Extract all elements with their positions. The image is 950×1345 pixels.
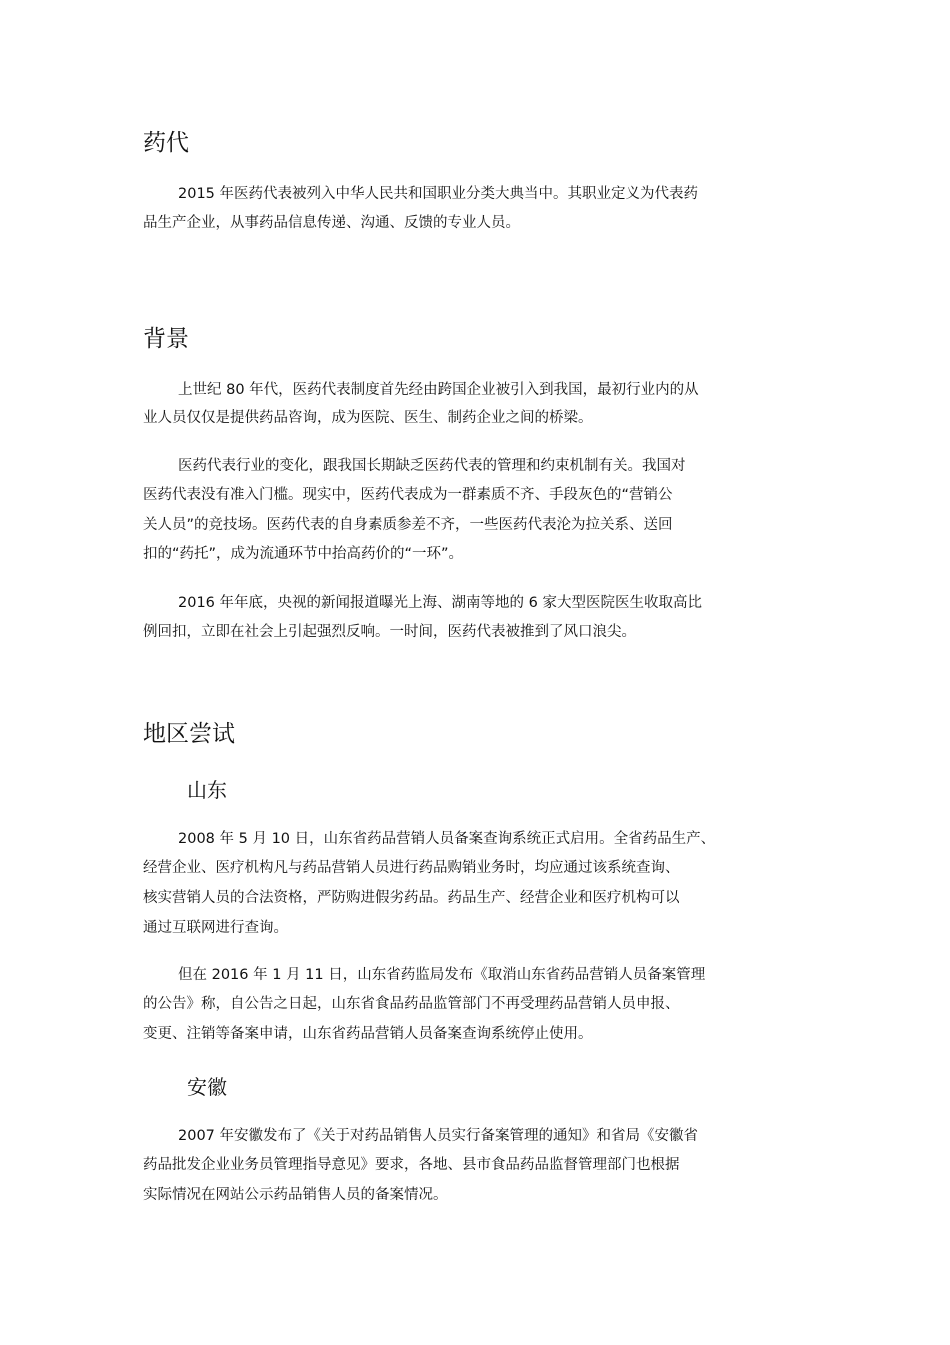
section-title-diqu: 地区尝试 — [143, 721, 235, 747]
paragraph-line: 但在 2016 年 1 月 11 日，山东省药监局发布《取消山东省药品营销人员备案管理 — [178, 967, 706, 983]
paragraph-line: 2008 年 5 月 10 日，山东省药品营销人员备案查询系统正式启用。全省药品生产、 — [178, 831, 716, 847]
paragraph-line: 2015 年医药代表被列入中华人民共和国职业分类大典当中。其职业定义为代表药 — [178, 186, 699, 202]
paragraph-line: 通过互联网进行查询。 — [143, 920, 288, 936]
paragraph-line: 核实营销人员的合法资格，严防购进假劣药品。药品生产、经营企业和医疗机构可以 — [143, 890, 680, 906]
subsection-title-shandong: 山东 — [187, 778, 227, 802]
paragraph-line: 医药代表行业的变化，跟我国长期缺乏医药代表的管理和约束机制有关。我国对 — [178, 458, 686, 474]
section-title-yaodai: 药代 — [143, 130, 189, 156]
paragraph-line: 扣的“药托”，成为流通环节中抬高药价的“一环”。 — [143, 546, 464, 562]
paragraph-line: 药品批发企业业务员管理指导意见》要求，各地、县市食品药品监督管理部门也根据 — [143, 1157, 680, 1173]
paragraph-line: 例回扣，立即在社会上引起强烈反响。一时间，医药代表被推到了风口浪尖。 — [143, 624, 636, 640]
paragraph-line: 上世纪 80 年代，医药代表制度首先经由跨国企业被引入到我国，最初行业内的从 — [178, 382, 699, 398]
paragraph-line: 2016 年年底，央视的新闻报道曝光上海、湖南等地的 6 家大型医院医生收取高比 — [178, 595, 702, 611]
paragraph-line: 品生产企业，从事药品信息传递、沟通、反馈的专业人员。 — [143, 215, 520, 231]
paragraph-line: 实际情况在网站公示药品销售人员的备案情况。 — [143, 1187, 448, 1203]
subsection-title-anhui: 安徽 — [187, 1075, 227, 1099]
paragraph-line: 医药代表没有准入门槛。现实中，医药代表成为一群素质不齐、手段灰色的“营销公 — [143, 487, 673, 503]
paragraph-line: 经营企业、医疗机构凡与药品营销人员进行药品购销业务时，均应通过该系统查询、 — [143, 860, 680, 876]
section-title-beijing: 背景 — [143, 326, 189, 352]
paragraph-line: 2007 年安徽发布了《关于对药品销售人员实行备案管理的通知》和省局《安徽省 — [178, 1128, 699, 1144]
paragraph-line: 业人员仅仅是提供药品咨询，成为医院、医生、制药企业之间的桥梁。 — [143, 410, 593, 426]
paragraph-line: 的公告》称，自公告之日起，山东省食品药品监管部门不再受理药品营销人员申报、 — [143, 996, 680, 1012]
paragraph-line: 变更、注销等备案申请，山东省药品营销人员备案查询系统停止使用。 — [143, 1026, 593, 1042]
paragraph-line: 关人员”的竞技场。医药代表的自身素质参差不齐，一些医药代表沦为拉关系、送回 — [143, 517, 673, 533]
